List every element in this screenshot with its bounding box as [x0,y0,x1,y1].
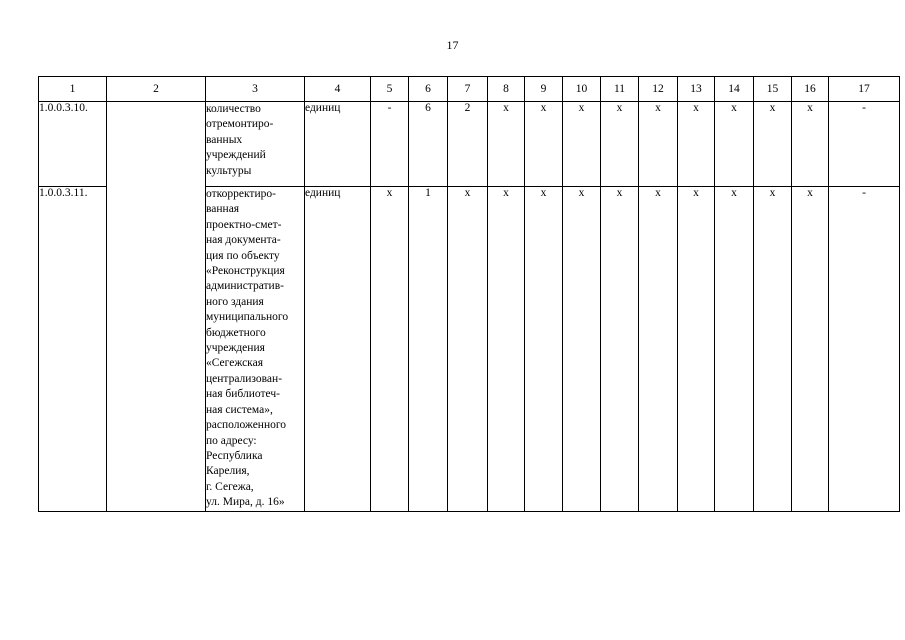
row-value: х [678,187,715,512]
column-header: 6 [409,77,448,102]
description-line: бюджетного [206,326,266,339]
row-value: х [754,187,792,512]
column-header: 17 [829,77,900,102]
row-value: х [715,187,754,512]
description-line: ная библиотеч- [206,388,280,401]
description-line: по адресу: [206,434,257,447]
table-row [39,102,900,187]
description-line: расположенного [206,419,287,432]
description-line: ул. Мира, д. 16» [206,496,285,509]
column-header: 9 [525,77,563,102]
row-value: х [639,102,678,187]
column-header: 5 [371,77,409,102]
row-code: 1.0.0.3.10. [39,102,107,187]
description-line: учреждений [206,149,266,162]
row-col2 [107,102,206,512]
column-header: 14 [715,77,754,102]
description-line: Республика [206,449,263,462]
description-line: «Сегежская [206,357,263,370]
column-header: 2 [107,77,206,102]
row-value: 2 [448,102,488,187]
column-header: 15 [754,77,792,102]
row-value: - [829,187,900,512]
description-line: Карелия, [206,465,250,478]
column-header: 7 [448,77,488,102]
description-line: ция по объекту [206,249,280,262]
column-header: 12 [639,77,678,102]
description-line: откорректиро- [206,188,276,200]
row-description [206,187,305,512]
column-header: 16 [792,77,829,102]
row-code: 1.0.0.3.11. [39,187,107,512]
row-value: х [488,187,525,512]
column-header: 4 [305,77,371,102]
row-value: 1 [409,187,448,512]
description-line: «Реконструкция [206,265,285,278]
row-value: х [563,102,601,187]
column-header: 3 [206,77,305,102]
row-value: х [601,102,639,187]
row-description [206,102,305,187]
description-line: г. Сегежа, [206,480,254,493]
description-line: муниципального [206,311,289,324]
row-value: х [792,102,829,187]
row-value: - [829,102,900,187]
description-line: централизован- [206,372,283,385]
column-header: 11 [601,77,639,102]
description-line: культуры [206,164,252,177]
row-value: х [639,187,678,512]
row-unit: единиц [305,102,371,187]
description-line: ного здания [206,295,264,308]
row-unit: единиц [305,187,371,512]
description-line: ная документа- [206,234,281,247]
row-value: 6 [409,102,448,187]
description-line: количество [206,103,261,115]
description-line: административ- [206,280,284,293]
column-header: 8 [488,77,525,102]
row-value: х [792,187,829,512]
row-value: х [488,102,525,187]
column-header: 10 [563,77,601,102]
description-line: учреждения [206,342,265,355]
row-value: х [525,187,563,512]
header-row [39,77,900,102]
description-line: проектно-смет- [206,218,282,231]
description-line: ная система», [206,403,273,416]
row-value: - [371,102,409,187]
description-line: отремонтиро- [206,118,274,131]
column-header: 13 [678,77,715,102]
report-table [38,76,900,512]
row-value: х [448,187,488,512]
row-value: х [371,187,409,512]
row-value: х [601,187,639,512]
column-header: 1 [39,77,107,102]
row-value: х [525,102,563,187]
row-value: х [715,102,754,187]
row-value: х [563,187,601,512]
description-line: ванных [206,133,243,146]
page-number: 17 [446,38,459,52]
row-value: х [754,102,792,187]
description-line: ванная [206,203,240,216]
row-value: х [678,102,715,187]
